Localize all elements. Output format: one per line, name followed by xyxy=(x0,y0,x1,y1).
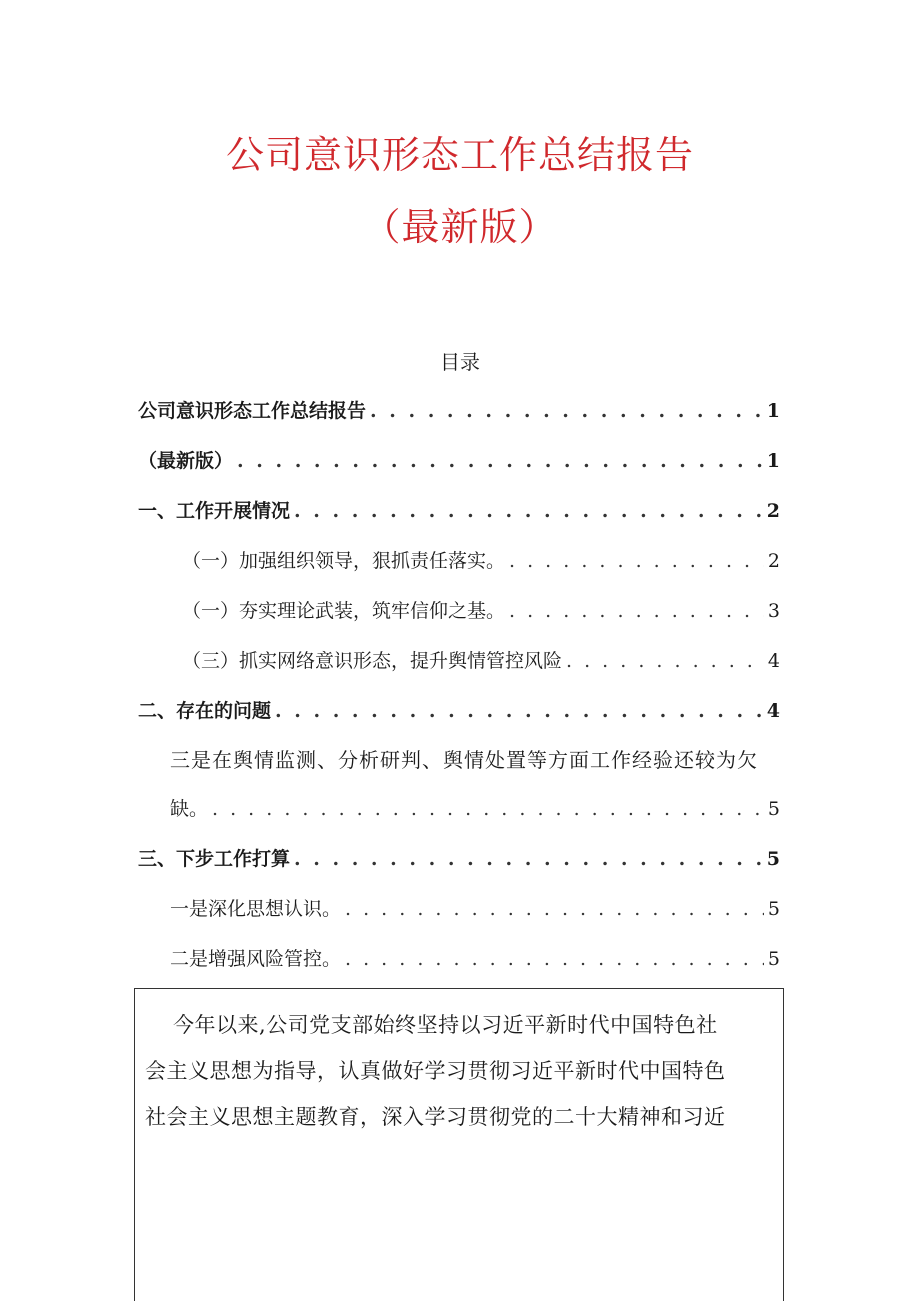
toc-leader-dots xyxy=(294,848,763,870)
document-title: 公司意识形态工作总结报告 xyxy=(225,133,694,177)
toc-entry[interactable] xyxy=(170,894,780,921)
toc-entry-label-line1[interactable]: 三是在舆情监测、分析研判、舆情处置等方面工作经验还较为欠 xyxy=(170,748,758,772)
toc-entry-page: 5 xyxy=(767,798,780,820)
toc-leader-dots xyxy=(345,898,764,920)
toc-entry[interactable] xyxy=(182,646,780,673)
toc-entry[interactable] xyxy=(182,546,780,573)
toc-entry-label: 二是增强风险管控。 xyxy=(170,948,342,970)
toc-entry[interactable] xyxy=(170,794,780,821)
toc-leader-dots xyxy=(275,700,763,722)
toc-leader-dots xyxy=(509,550,764,572)
toc-leader-dots xyxy=(345,948,764,970)
document-subtitle: （最新版） xyxy=(362,205,558,249)
toc-entry-label: 二、存在的问题 xyxy=(138,700,272,722)
toc-entry[interactable] xyxy=(138,696,780,723)
toc-entry-page: 2 xyxy=(766,500,780,522)
toc-entry-page: 4 xyxy=(767,650,780,672)
toc-entry-page: 5 xyxy=(767,898,780,920)
toc-entry-label: 一是深化思想认识。 xyxy=(170,898,342,920)
toc-entry-page: 3 xyxy=(767,600,780,622)
toc-entry[interactable] xyxy=(138,396,780,423)
toc-entry-label: 公司意识形态工作总结报告 xyxy=(138,400,367,422)
body-paragraph-line: 今年以来,公司党支部始终坚持以习近平新时代中国特色社 xyxy=(173,1013,718,1037)
toc-entry-page: 5 xyxy=(766,848,780,870)
toc-entry-page: 5 xyxy=(767,948,780,970)
toc-entry-label: （三）抓实网络意识形态，提升舆情管控风险 xyxy=(182,650,563,672)
toc-entry-label: 三、下步工作打算 xyxy=(138,848,291,870)
toc-entry[interactable] xyxy=(138,446,780,473)
toc-leader-dots xyxy=(237,450,763,472)
toc-entry[interactable] xyxy=(182,596,780,623)
toc-entry-label: 缺。 xyxy=(170,798,209,820)
toc-leader-dots xyxy=(566,650,764,672)
body-paragraph-line: 会主义思想为指导，认真做好学习贯彻习近平新时代中国特色 xyxy=(145,1059,726,1083)
toc-leader-dots xyxy=(212,798,764,820)
toc-entry-label: （一）夯实理论武装，筑牢信仰之基。 xyxy=(182,600,506,622)
toc-leader-dots xyxy=(294,500,763,522)
toc-leader-dots xyxy=(370,400,763,422)
toc-heading: 目录 xyxy=(440,350,480,374)
toc-entry[interactable] xyxy=(138,496,780,523)
toc-entry-label: （一）加强组织领导，狠抓责任落实。 xyxy=(182,550,506,572)
toc-entry[interactable] xyxy=(138,844,780,871)
toc-entry-page: 4 xyxy=(766,700,780,722)
toc-entry[interactable] xyxy=(170,944,780,971)
toc-entry-page: 1 xyxy=(766,400,780,422)
toc-entry-page: 1 xyxy=(766,450,780,472)
toc-entry-label: （最新版） xyxy=(138,450,234,472)
toc-leader-dots xyxy=(509,600,764,622)
body-paragraph-line: 社会主义思想主题教育，深入学习贯彻党的二十大精神和习近 xyxy=(145,1105,726,1129)
toc-entry-page: 2 xyxy=(767,550,780,572)
body-text-box xyxy=(134,988,784,1301)
toc-entry-label: 一、工作开展情况 xyxy=(138,500,291,522)
